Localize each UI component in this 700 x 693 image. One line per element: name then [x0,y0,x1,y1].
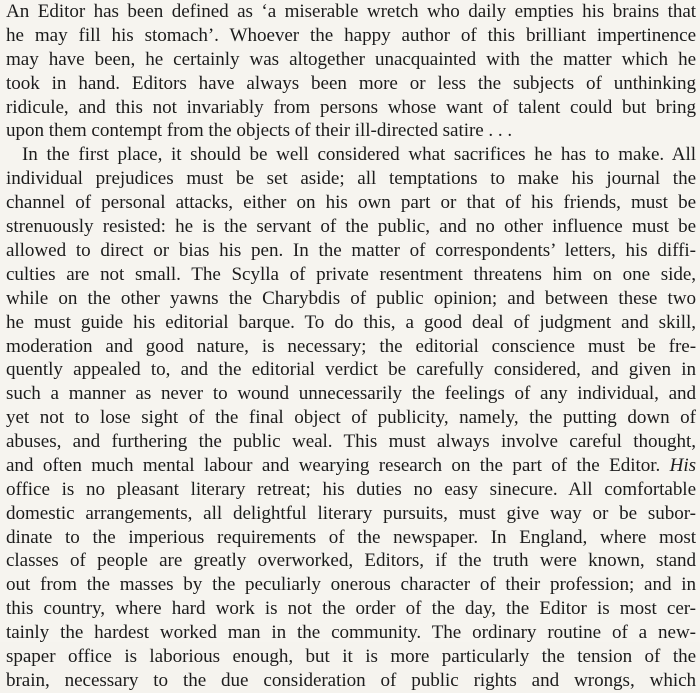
text-line: channel of personal attacks, either on his own part or that of his friends, must be [6,192,696,213]
text-line: took in hand. Editors have always been more or less the subjects of unthinking [6,73,696,94]
text-line: yet not to lose sight of the final object of publicity, namely, the putting down of [6,407,696,428]
text-line: ridicule, and this not invariably from persons whose want of talent could but bring [6,97,696,118]
text-line: strenuously resisted: he is the servant of the public, and no other influence must be [6,216,696,237]
text-line: allowed to direct or bias his pen. In the matter of correspondents’ letters, his diffi- [6,240,696,261]
text-line: domestic arrangements, all delightful literary pursuits, must give way or be subor- [6,503,696,524]
text-line: out from the masses by the peculiarly onerous character of their profession; and in [6,574,696,595]
italic-word: His [669,455,696,476]
text-line: moderation and good nature, is necessary; the editorial conscience must be fre- [6,336,696,357]
text-line: tainly the hardest worked man in the community. The ordinary routine of a new- [6,622,696,643]
text-line: may have been, he certainly was altogether unacquainted with the matter which he [6,49,696,70]
text-line: this country, where hard work is not the order of the day, the Editor is most cer- [6,598,696,619]
text-line: An Editor has been defined as ‘a miserable wretch who daily empties his brains that [6,1,696,22]
text-line-with-italic [6,454,696,478]
text-line: office is no pleasant literary retreat; his duties no easy sinecure. All comfortable [6,479,696,500]
line-text: and often much mental labour and wearying research on the part of the Editor. [6,455,661,476]
text-line: spaper office is laborious enough, but it is more particularly the tension of the [6,646,696,667]
text-line: upon them contempt from the objects of their ill-directed satire . . . [6,120,513,141]
text-line: classes of people are greatly overworked, Editors, if the truth were known, stand [6,550,696,571]
text-line: he must guide his editorial barque. To do this, a good deal of judgment and skill, [6,312,696,333]
text-line: brain, necessary to the due consideration of public rights and wrongs, which [6,670,696,691]
text-line: such a manner as never to wound unnecessarily the feelings of any individual, and [6,383,696,404]
text-line: he may fill his stomach’. Whoever the happy author of this brilliant impertinence [6,25,696,46]
text-line: culties are not small. The Scylla of private resentment threatens him on one side, [6,264,696,285]
text-line: while on the other yawns the Charybdis of public opinion; and between these two [6,288,696,309]
text-line: quently appealed to, and the editorial verdict be carefully considered, and given in [6,359,696,380]
text-line: individual prejudices must be set aside; all temptations to make his journal the [6,168,696,189]
text-line: dinate to the imperious requirements of the newspaper. In England, where most [6,527,696,548]
paragraph-first-line: In the first place, it should be well considered what sacrifices he has to make. All [22,144,696,165]
text-line: abuses, and furthering the public weal. This must always involve careful thought, [6,431,696,452]
